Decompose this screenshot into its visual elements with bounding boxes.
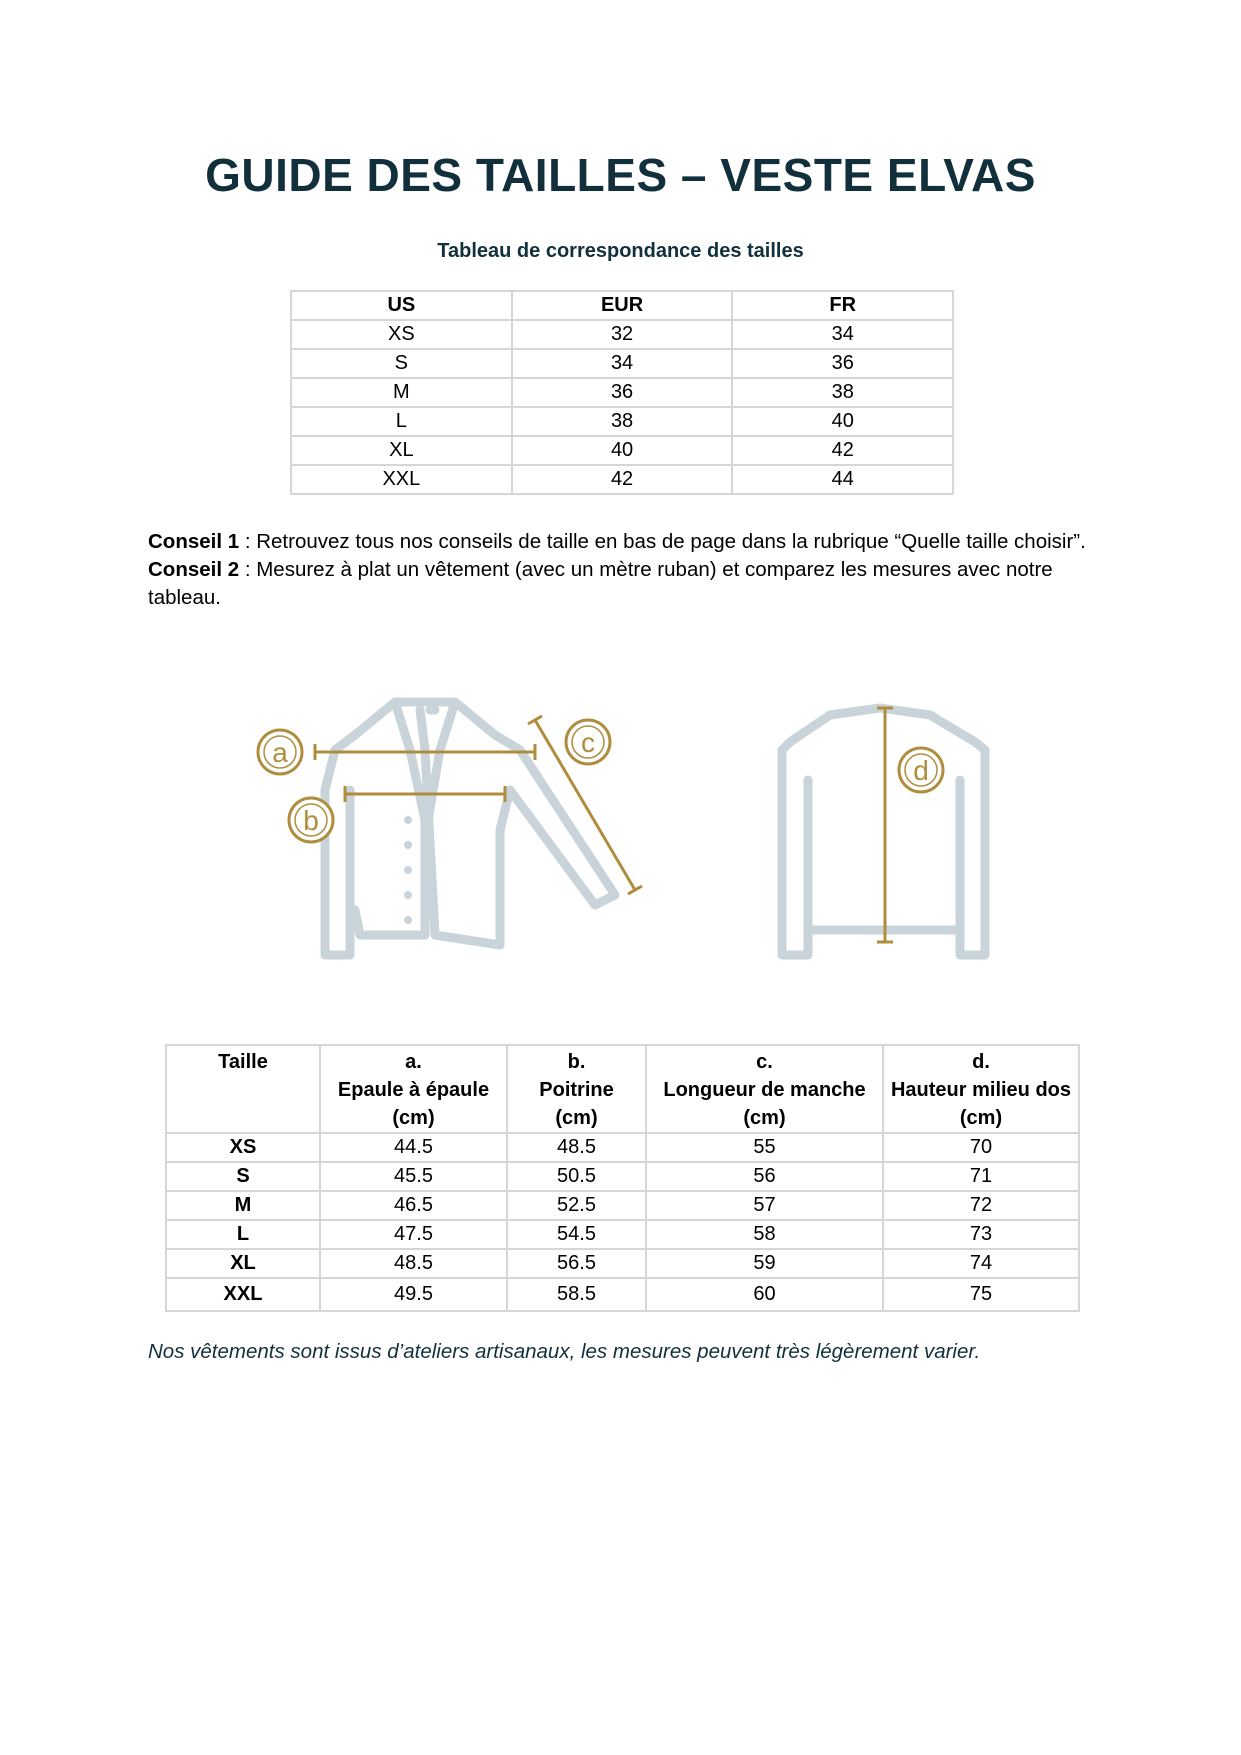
table-row (166, 1220, 1079, 1249)
measure-label-b-text: b (303, 805, 319, 836)
table-cell: 48.5 (320, 1249, 507, 1278)
table-cell: 48.5 (507, 1133, 646, 1162)
table-cell: 47.5 (320, 1220, 507, 1249)
measure-label-c (566, 720, 610, 764)
column-header-sleeve (646, 1045, 883, 1133)
column-header-back-length (883, 1045, 1079, 1133)
table-cell: 56.5 (507, 1249, 646, 1278)
table-row (291, 465, 953, 494)
table-cell: 42 (732, 436, 953, 465)
table-cell: 49.5 (320, 1278, 507, 1311)
column-header-letter: c. (756, 1051, 773, 1073)
table-cell: 60 (646, 1278, 883, 1311)
table-cell: S (291, 349, 512, 378)
size-cell: S (166, 1162, 320, 1191)
table-cell: 52.5 (507, 1191, 646, 1220)
table-cell: 75 (883, 1278, 1079, 1311)
column-header-unit: (cm) (959, 1107, 1003, 1129)
table-cell: 72 (883, 1191, 1079, 1220)
table-row (291, 320, 953, 349)
column-header-name: Poitrine (539, 1079, 614, 1101)
column-header-size (166, 1045, 320, 1133)
table-cell: XL (291, 436, 512, 465)
advice-tip-1 (148, 528, 1088, 556)
table-row (166, 1162, 1079, 1191)
column-header-unit: (cm) (555, 1107, 598, 1129)
table-row (291, 349, 953, 378)
advice-tip-2 (148, 556, 1088, 612)
advice-tip-1-text: : Retrouvez tous nos conseils de taille en bas de page dans la rubrique “Quelle taille choisir”. (239, 530, 1086, 553)
advice-tip-1-label: Conseil 1 (148, 530, 240, 553)
column-header-name: Taille (218, 1051, 268, 1073)
table-cell: L (291, 407, 512, 436)
footnote: Nos vêtements sont issus d’ateliers artisanaux, les mesures peuvent très légèrement varier. (148, 1340, 981, 1363)
column-header-letter: b. (567, 1051, 586, 1073)
measure-label-a (258, 730, 302, 774)
table-cell: 70 (883, 1133, 1079, 1162)
column-header-letter: a. (405, 1051, 422, 1073)
measure-label-c-text: c (581, 727, 595, 758)
measurement-diagram (0, 680, 1241, 970)
advice-tip-2-label: Conseil 2 (148, 558, 240, 581)
size-conversion-table (290, 290, 954, 495)
size-cell: XXL (166, 1278, 320, 1311)
table-cell: 71 (883, 1162, 1079, 1191)
table-header-row (291, 291, 953, 320)
advice-tip-2-text: : Mesurez à plat un vêtement (avec un mètre ruban) et comparez les mesures avec notre tableau. (148, 558, 1053, 609)
column-header-unit: (cm) (743, 1107, 786, 1129)
column-header-chest (507, 1045, 646, 1133)
column-header-name: Hauteur milieu dos (890, 1079, 1072, 1101)
table-row (166, 1133, 1079, 1162)
table-cell: 36 (732, 349, 953, 378)
size-cell: L (166, 1220, 320, 1249)
table-cell: XXL (291, 465, 512, 494)
page-title: GUIDE DES TAILLES – VESTE ELVAS (205, 149, 1036, 201)
table-row (291, 378, 953, 407)
table-cell: 59 (646, 1249, 883, 1278)
table-cell: 56 (646, 1162, 883, 1191)
table-row (166, 1278, 1079, 1311)
table-cell: 40 (512, 436, 733, 465)
table-row (291, 407, 953, 436)
column-header-us: US (291, 291, 512, 320)
table-cell: 44 (732, 465, 953, 494)
table-cell: 38 (732, 378, 953, 407)
table-cell: 74 (883, 1249, 1079, 1278)
table-header-row (166, 1045, 1079, 1133)
advice-section (148, 528, 1088, 612)
table-row (291, 436, 953, 465)
column-header-fr: FR (732, 291, 953, 320)
size-cell: XL (166, 1249, 320, 1278)
size-cell: M (166, 1191, 320, 1220)
column-header-unit: (cm) (392, 1107, 435, 1129)
measure-label-d-text: d (913, 755, 929, 786)
measure-label-d (899, 748, 943, 792)
table-cell: 58 (646, 1220, 883, 1249)
jacket-buttons (404, 816, 412, 924)
size-cell: XS (166, 1133, 320, 1162)
column-header-shoulder (320, 1045, 507, 1133)
table-cell: 58.5 (507, 1278, 646, 1311)
table-cell: 40 (732, 407, 953, 436)
table-cell: 42 (512, 465, 733, 494)
column-header-name: Longueur de manche (663, 1079, 866, 1101)
table-cell: 36 (512, 378, 733, 407)
table-cell: XS (291, 320, 512, 349)
table-cell: 34 (732, 320, 953, 349)
conversion-table-title: Tableau de correspondance des tailles (437, 240, 804, 262)
column-header-eur: EUR (512, 291, 733, 320)
table-cell: 45.5 (320, 1162, 507, 1191)
column-header-letter: d. (972, 1051, 990, 1073)
table-cell: M (291, 378, 512, 407)
table-cell: 50.5 (507, 1162, 646, 1191)
table-cell: 44.5 (320, 1133, 507, 1162)
column-header-name: Epaule à épaule (337, 1079, 490, 1101)
measure-label-a-text: a (272, 737, 288, 768)
measurements-table (165, 1044, 1080, 1312)
table-cell: 38 (512, 407, 733, 436)
table-row (166, 1191, 1079, 1220)
table-cell: 46.5 (320, 1191, 507, 1220)
table-cell: 55 (646, 1133, 883, 1162)
table-cell: 54.5 (507, 1220, 646, 1249)
table-cell: 57 (646, 1191, 883, 1220)
table-cell: 73 (883, 1220, 1079, 1249)
table-cell: 32 (512, 320, 733, 349)
measure-label-b (289, 798, 333, 842)
table-cell: 34 (512, 349, 733, 378)
table-row (166, 1249, 1079, 1278)
